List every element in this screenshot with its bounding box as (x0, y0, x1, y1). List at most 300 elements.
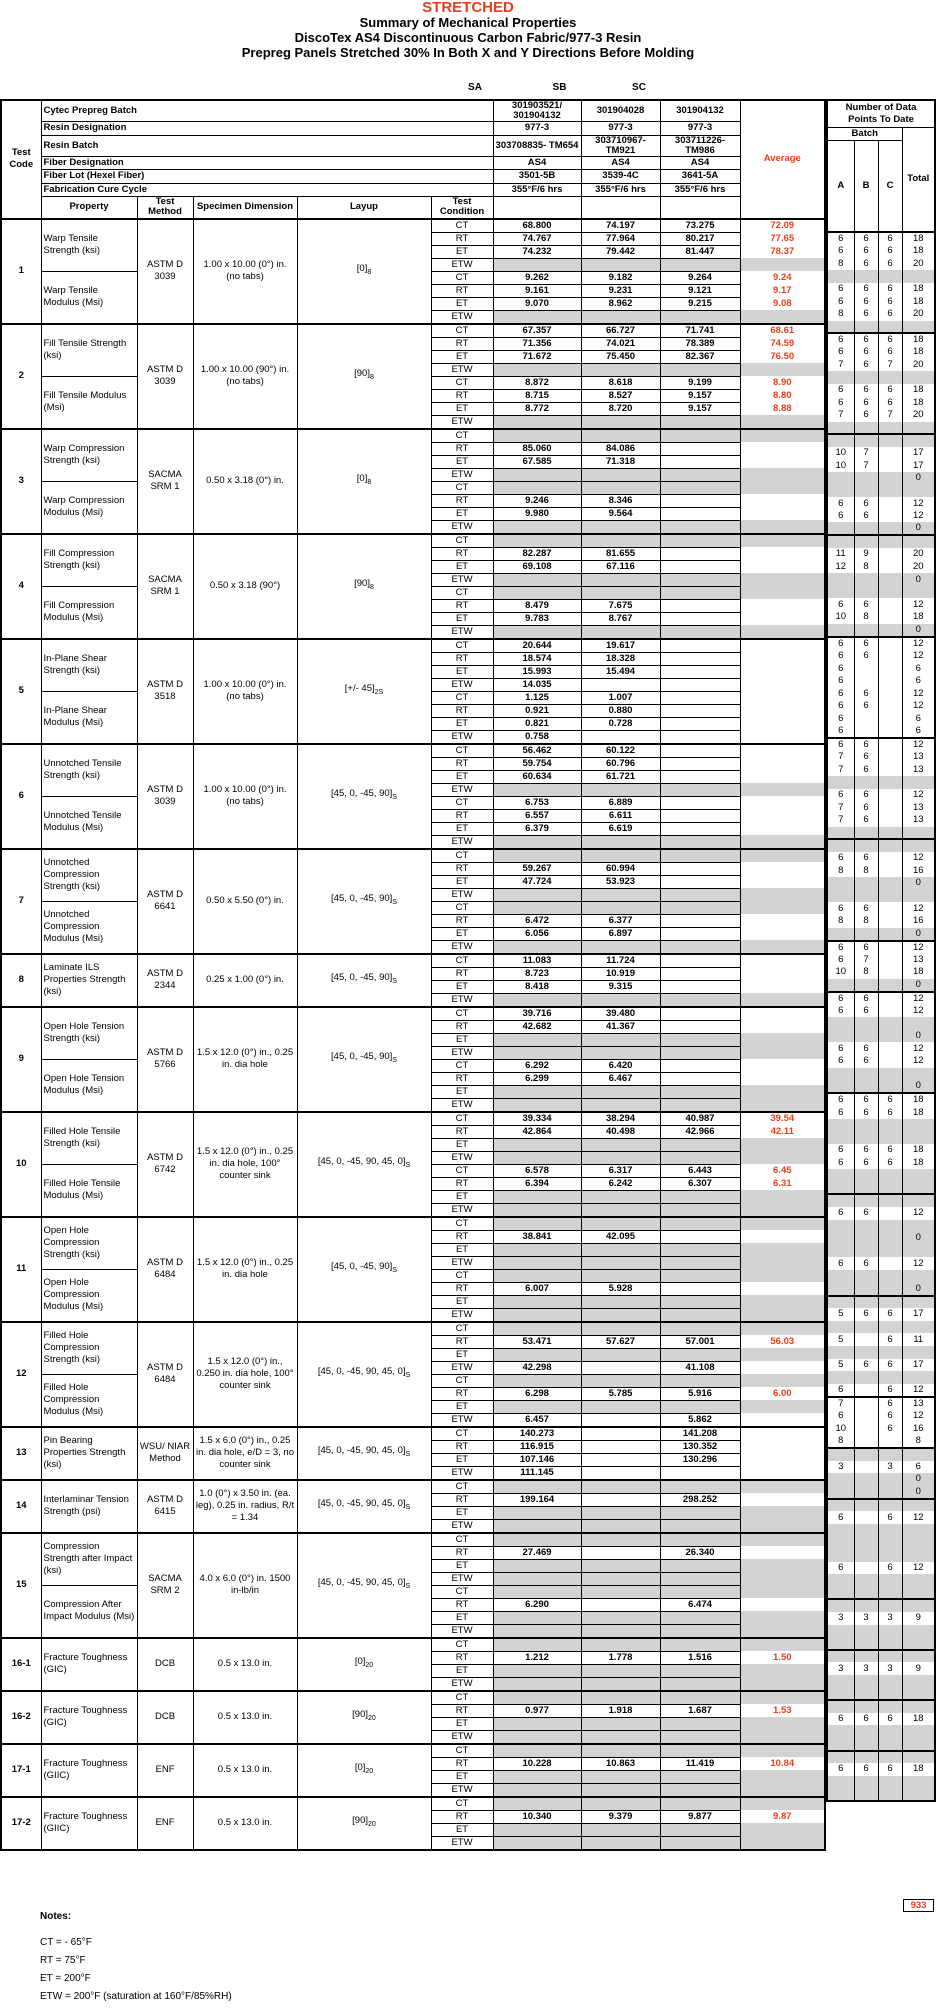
count-total: 20 (902, 308, 935, 321)
value-sa: 42.298 (493, 1361, 581, 1374)
data-row (1, 1744, 825, 1758)
test-condition: ETW (431, 1519, 493, 1533)
count-row (827, 1473, 935, 1486)
value-sa (493, 1519, 581, 1533)
value-sc: 81.447 (660, 245, 740, 258)
count-total: 12 (902, 1410, 935, 1423)
count-c: 6 (878, 1157, 902, 1170)
test-code: 1 (1, 219, 41, 324)
layup-subscript: 8 (367, 478, 372, 486)
count-row (827, 1763, 935, 1776)
value-sa (493, 783, 581, 796)
count-row (827, 1131, 935, 1144)
count-b (854, 1461, 878, 1474)
value-sa (493, 534, 581, 548)
count-c (878, 1637, 902, 1650)
property-name: Warp Tensile Strength (ksi) (41, 219, 137, 272)
test-condition: ETW (431, 1413, 493, 1427)
value-sc (660, 1823, 740, 1836)
value-sa: 47.724 (493, 875, 581, 888)
count-total: 12 (902, 902, 935, 915)
header-sa: 301903521/ 301904132 (493, 100, 581, 122)
test-method: SACMA SRM 2 (137, 1533, 193, 1638)
test-condition: RT (431, 232, 493, 245)
count-c (878, 700, 902, 713)
count-row (827, 1080, 935, 1093)
count-c (878, 1499, 902, 1512)
count-row (827, 535, 935, 548)
value-sc: 9.121 (660, 284, 740, 297)
value-average (740, 1400, 825, 1413)
value-sb: 8.962 (581, 297, 660, 310)
count-row (827, 764, 935, 777)
count-c (878, 472, 902, 485)
count-c: 6 (878, 1763, 902, 1776)
count-row (827, 472, 935, 485)
value-sc (660, 1783, 740, 1797)
value-average (740, 1691, 825, 1705)
count-b (854, 1637, 878, 1650)
count-c: 6 (878, 346, 902, 359)
value-sb: 53.923 (581, 875, 660, 888)
test-condition: RT (431, 914, 493, 927)
title-line-3: Prepreg Panels Stretched 30% In Both X and Y Directions Before Molding (241, 45, 695, 60)
value-sb (581, 1033, 660, 1046)
value-average (740, 455, 825, 468)
count-total: 0 (902, 1283, 935, 1296)
test-condition: RT (431, 599, 493, 612)
count-b (854, 1296, 878, 1309)
layup-text: [90] (352, 1709, 369, 1721)
value-average (740, 1717, 825, 1730)
value-sb (581, 1361, 660, 1374)
value-sa (493, 1677, 581, 1691)
count-row (827, 434, 935, 447)
count-total: 13 (902, 954, 935, 967)
layup-text: [0] (356, 263, 368, 275)
count-row (827, 650, 935, 663)
count-c (878, 1257, 902, 1270)
count-c (878, 624, 902, 637)
value-average: 9.87 (740, 1810, 825, 1823)
test-method: SACMA SRM 1 (137, 429, 193, 534)
value-sb: 6.619 (581, 822, 660, 835)
test-condition: ET (431, 980, 493, 993)
count-a (827, 1549, 854, 1562)
batch-c-header: C (878, 141, 902, 233)
test-method-header: Test Method (137, 197, 193, 219)
test-code-header: Test Code (1, 100, 41, 219)
value-sc (660, 770, 740, 783)
data-row (1, 429, 825, 443)
count-b (854, 1688, 878, 1701)
test-code: 16-1 (1, 1638, 41, 1691)
count-b (854, 1321, 878, 1334)
count-a (827, 1270, 854, 1283)
batch-header: Batch (827, 127, 902, 141)
count-c (878, 1055, 902, 1068)
count-c (878, 890, 902, 903)
value-sa: 6.379 (493, 822, 581, 835)
value-sa: 111.145 (493, 1466, 581, 1480)
test-condition: ETW (431, 520, 493, 534)
value-sc (660, 1151, 740, 1164)
layup-text: [0] (356, 473, 368, 485)
value-sa (493, 258, 581, 271)
count-b: 6 (854, 598, 878, 611)
count-row (827, 447, 935, 460)
count-total: 6 (902, 675, 935, 688)
count-c (878, 1042, 902, 1055)
report-title-block (0, 0, 936, 60)
value-sc: 71.741 (660, 324, 740, 338)
value-sa (493, 1085, 581, 1098)
value-average: 9.08 (740, 297, 825, 310)
count-row (827, 1093, 935, 1106)
property-name: Unnotched Tensile Strength (ksi) (41, 744, 137, 797)
value-sb: 60.994 (581, 862, 660, 875)
value-sc (660, 625, 740, 639)
value-sb (581, 415, 660, 429)
count-a (827, 1283, 854, 1296)
count-total (902, 1182, 935, 1195)
value-sb: 11.724 (581, 954, 660, 968)
value-sb (581, 429, 660, 443)
header-sa: 3501-5B (493, 170, 581, 184)
value-average (740, 704, 825, 717)
count-total: 18 (902, 611, 935, 624)
value-average: 9.17 (740, 284, 825, 297)
value-sc: 73.275 (660, 219, 740, 233)
specimen-dimension: 1.00 x 10.00 (0°) in. (no tabs) (193, 639, 297, 744)
layup-subscript: S (405, 1450, 411, 1458)
value-sa: 1.125 (493, 691, 581, 704)
count-total: 11 (902, 1333, 935, 1346)
value-sb (581, 1138, 660, 1151)
value-sc: 298.252 (660, 1493, 740, 1506)
count-row (827, 397, 935, 410)
value-sb (581, 1691, 660, 1705)
count-c (878, 1245, 902, 1258)
count-a: 6 (827, 232, 854, 245)
test-condition: CT (431, 1269, 493, 1282)
test-condition: ETW (431, 1098, 493, 1112)
value-sc (660, 258, 740, 271)
count-c (878, 1473, 902, 1486)
value-sc (660, 599, 740, 612)
test-condition: ETW (431, 363, 493, 376)
count-a (827, 1700, 854, 1713)
count-b (854, 1562, 878, 1575)
count-b (854, 1599, 878, 1612)
count-c: 6 (878, 1144, 902, 1157)
value-average (740, 770, 825, 783)
count-row (827, 561, 935, 574)
value-average (740, 1282, 825, 1295)
test-condition: ET (431, 1611, 493, 1624)
column-header-row (1, 197, 825, 219)
value-sc (660, 993, 740, 1007)
test-condition: CT (431, 1427, 493, 1441)
value-average (740, 927, 825, 940)
count-total (902, 1194, 935, 1207)
value-average (740, 1611, 825, 1624)
count-a: 8 (827, 1435, 854, 1448)
banner-title: STRETCHED (422, 0, 514, 16)
count-row (827, 1562, 935, 1575)
test-method: ASTM D 2344 (137, 954, 193, 1007)
count-a: 6 (827, 510, 854, 523)
value-sc: 5.862 (660, 1413, 740, 1427)
count-b (854, 371, 878, 384)
test-condition: CT (431, 901, 493, 914)
count-total: 0 (902, 1473, 935, 1486)
value-sc (660, 678, 740, 691)
count-row (827, 1194, 935, 1207)
test-condition: CT (431, 744, 493, 758)
value-sc (660, 1085, 740, 1098)
count-a (827, 1788, 854, 1801)
count-b (854, 573, 878, 586)
count-total: 12 (902, 992, 935, 1005)
data-row (1, 1322, 825, 1336)
count-c: 3 (878, 1461, 902, 1474)
test-condition: ET (431, 1348, 493, 1361)
data-row (1, 1427, 825, 1441)
notes (40, 1908, 232, 2006)
count-total: 13 (902, 751, 935, 764)
count-total (902, 1524, 935, 1537)
count-row (827, 928, 935, 941)
value-sb: 1.007 (581, 691, 660, 704)
count-b (854, 1131, 878, 1144)
count-b (854, 1587, 878, 1600)
count-total: 8 (902, 1435, 935, 1448)
count-c (878, 1207, 902, 1220)
value-sc (660, 534, 740, 548)
header-row (1, 122, 825, 136)
count-b: 6 (854, 1005, 878, 1018)
value-sc (660, 744, 740, 758)
count-row (827, 1169, 935, 1182)
count-total (902, 1499, 935, 1512)
count-b (854, 472, 878, 485)
test-method: ENF (137, 1744, 193, 1797)
count-a (827, 1650, 854, 1663)
value-sb (581, 1348, 660, 1361)
count-c (878, 865, 902, 878)
count-a: 6 (827, 992, 854, 1005)
header-sb: 3539-4C (581, 170, 660, 184)
test-condition: RT (431, 284, 493, 297)
count-row (827, 611, 935, 624)
value-sa: 69.108 (493, 560, 581, 573)
value-sa: 39.716 (493, 1007, 581, 1021)
value-average (740, 599, 825, 612)
header-label: Fiber Designation (41, 156, 493, 170)
count-b (854, 1245, 878, 1258)
header-sa: 355°F/6 hrs (493, 183, 581, 197)
value-sb: 6.897 (581, 927, 660, 940)
count-total: 0 (902, 472, 935, 485)
layup-subscript: S (392, 1266, 397, 1274)
header-label: Resin Batch (41, 135, 493, 156)
value-sc (660, 796, 740, 809)
count-a: 6 (827, 497, 854, 510)
specimen-header: Specimen Dimension (193, 197, 297, 219)
layup (297, 1744, 431, 1797)
count-c (878, 434, 902, 447)
count-a: 6 (827, 1384, 854, 1397)
count-b (854, 1700, 878, 1713)
count-row (827, 637, 935, 650)
count-a (827, 1321, 854, 1334)
test-condition: RT (431, 1020, 493, 1033)
count-b: 6 (854, 814, 878, 827)
count-c: 6 (878, 1397, 902, 1410)
test-condition: CT (431, 1112, 493, 1126)
count-row (827, 1245, 935, 1258)
count-a (827, 1776, 854, 1789)
value-sb: 9.231 (581, 284, 660, 297)
count-total (902, 1625, 935, 1638)
test-code: 15 (1, 1533, 41, 1638)
layup (297, 1691, 431, 1744)
test-condition: ETW (431, 993, 493, 1007)
value-sc: 6.443 (660, 1164, 740, 1177)
test-code: 9 (1, 1007, 41, 1112)
count-a: 10 (827, 447, 854, 460)
layup (297, 1533, 431, 1638)
count-c (878, 321, 902, 334)
count-total: 18 (902, 1713, 935, 1726)
value-average (740, 1624, 825, 1638)
value-sa (493, 1400, 581, 1413)
count-b: 7 (854, 460, 878, 473)
value-sa (493, 849, 581, 863)
value-average: 56.03 (740, 1335, 825, 1348)
value-average (740, 1230, 825, 1243)
value-average (740, 1269, 825, 1282)
count-a: 6 (827, 852, 854, 865)
value-sb: 19.617 (581, 639, 660, 653)
count-total (902, 1169, 935, 1182)
count-row (827, 675, 935, 688)
count-b: 6 (854, 1713, 878, 1726)
count-a: 6 (827, 1207, 854, 1220)
value-sc (660, 1717, 740, 1730)
count-c: 6 (878, 1093, 902, 1106)
count-a (827, 1220, 854, 1233)
test-condition: RT (431, 1546, 493, 1559)
value-sb: 40.498 (581, 1125, 660, 1138)
value-average (740, 691, 825, 704)
count-a: 6 (827, 1055, 854, 1068)
count-c (878, 1725, 902, 1738)
value-average (740, 717, 825, 730)
value-average (740, 1572, 825, 1585)
count-a: 10 (827, 611, 854, 624)
count-a (827, 434, 854, 447)
average-header: Average (740, 100, 825, 219)
value-sa (493, 1203, 581, 1217)
count-b: 6 (854, 1308, 878, 1321)
count-c: 6 (878, 1359, 902, 1372)
count-b (854, 1511, 878, 1524)
test-code: 4 (1, 534, 41, 639)
count-b: 6 (854, 751, 878, 764)
property-name: Laminate ILS Properties Strength (ksi) (41, 954, 137, 1007)
value-sb: 0.880 (581, 704, 660, 717)
count-total (902, 321, 935, 334)
value-sb (581, 1797, 660, 1811)
count-c (878, 1220, 902, 1233)
count-c (878, 915, 902, 928)
count-total: 18 (902, 1763, 935, 1776)
count-b (854, 1435, 878, 1448)
count-total: 20 (902, 409, 935, 422)
count-c (878, 1587, 902, 1600)
value-sa (493, 1836, 581, 1850)
count-row (827, 1005, 935, 1018)
value-sa (493, 1691, 581, 1705)
test-condition: ET (431, 507, 493, 520)
layup (297, 1638, 431, 1691)
count-c (878, 637, 902, 650)
count-a (827, 1194, 854, 1207)
count-c (878, 497, 902, 510)
value-sb: 57.627 (581, 1335, 660, 1348)
count-c (878, 1194, 902, 1207)
count-total: 0 (902, 1232, 935, 1245)
value-sa (493, 520, 581, 534)
value-sa (493, 1506, 581, 1519)
count-a: 6 (827, 637, 854, 650)
count-a (827, 1524, 854, 1537)
value-sc (660, 1308, 740, 1322)
count-a: 6 (827, 333, 854, 346)
test-condition: CT (431, 1744, 493, 1758)
header-label: Fiber Lot (Hexel Fiber) (41, 170, 493, 184)
count-c (878, 1700, 902, 1713)
value-sb: 6.377 (581, 914, 660, 927)
count-row (827, 902, 935, 915)
test-condition: ETW (431, 415, 493, 429)
value-sa: 8.772 (493, 402, 581, 415)
batch-a-header: A (827, 141, 854, 233)
count-total (902, 1017, 935, 1030)
count-total (902, 1321, 935, 1334)
header-sb: AS4 (581, 156, 660, 170)
value-sb (581, 783, 660, 796)
count-a: 6 (827, 1093, 854, 1106)
count-row (827, 1612, 935, 1625)
properties-table (0, 99, 826, 1851)
count-total: 16 (902, 1422, 935, 1435)
count-a (827, 979, 854, 992)
count-b: 6 (854, 1106, 878, 1119)
count-row (827, 1599, 935, 1612)
value-sb (581, 901, 660, 914)
value-sb: 0.728 (581, 717, 660, 730)
count-c (878, 270, 902, 283)
test-condition: RT (431, 1810, 493, 1823)
value-sc (660, 1046, 740, 1059)
value-sc (660, 612, 740, 625)
header-label: Fabrication Cure Cycle (41, 183, 493, 197)
value-sb: 39.480 (581, 1007, 660, 1021)
count-a (827, 485, 854, 498)
